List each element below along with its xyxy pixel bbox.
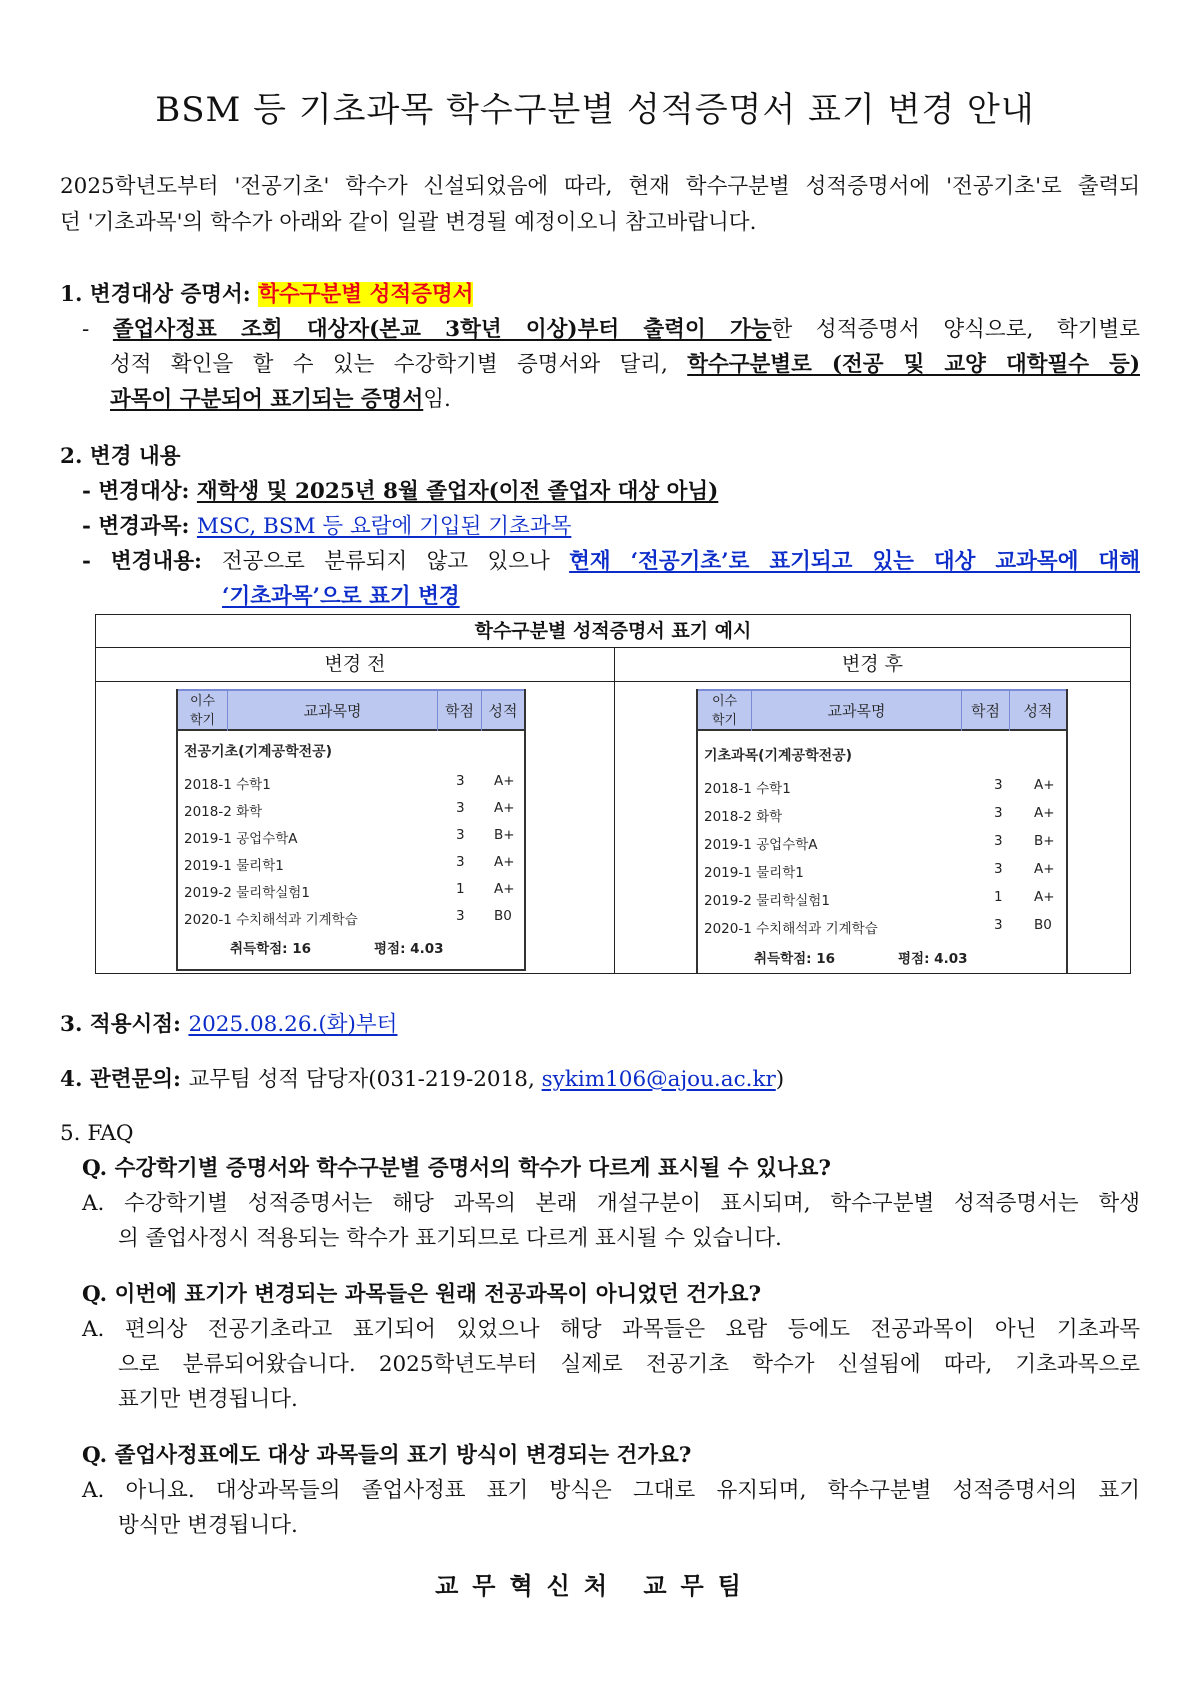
section2-item-label: - 변경과목: <box>82 514 197 539</box>
section2-courses-link[interactable]: MSC, BSM 등 요람에 기입된 기초과목 <box>196 514 572 539</box>
section1-line3-rest: 임. <box>423 387 451 412</box>
contact-email-link[interactable]: sykim106@ajou.ac.kr <box>541 1067 776 1092</box>
section1-line3-underlined: 과목이 구분되어 표기되는 증명서 <box>110 387 424 412</box>
table-header <box>698 689 1066 731</box>
section1-line-3 <box>110 383 1140 417</box>
transcript-table-after <box>696 689 1068 973</box>
table-row: 2019-1 공업수학A 3 B+ <box>704 833 1055 853</box>
section2-item-target <box>82 475 1162 509</box>
section3-heading: 3. 적용시점: <box>60 1012 189 1037</box>
section2-item-label: - 변경내용: <box>82 549 222 574</box>
signature: 교무혁신처 교무팀 <box>435 1571 755 1600</box>
earned-credits: 취득학점: 16 <box>754 951 836 967</box>
table-row: 2019-2 물리학실험1 1 A+ <box>704 889 1055 909</box>
section2-item-label: - 변경대상: <box>82 479 197 504</box>
header-term: 이수 학기 <box>178 691 228 731</box>
faq-answer-line: A. 수강학기별 성적증명서는 해당 과목의 본래 개설구분이 표시되며, 학수구분별 성적증명서는 학생 <box>82 1191 1140 1216</box>
table-row: 2018-2 화학 3 A+ <box>184 800 515 820</box>
example-divider <box>614 647 615 973</box>
table-row: 2020-1 수치해석과 기계학습 3 B0 <box>184 908 512 928</box>
table-row: 2018-1 수학1 3 A+ <box>704 777 1055 797</box>
section2-item-value: 재학생 및 2025년 8월 졸업자(이전 졸업자 대상 아님) <box>196 479 719 504</box>
header-term: 이수 학기 <box>698 691 752 731</box>
header-grade: 성적 <box>488 702 518 720</box>
section1-line-2 <box>110 348 1140 382</box>
faq-answer-line: A. 아니요. 대상과목들의 졸업사정표 표기 방식은 그대로 유지되며, 학수구분별 성적증명서의 표기 <box>82 1478 1140 1503</box>
section1-line2-underlined: 학수구분별로 (전공 및 교양 대학필수 등) <box>687 352 1140 377</box>
section4-close: ) <box>775 1067 785 1092</box>
section2-content-plain: 전공으로 분류되지 않고 있으나 <box>221 549 570 574</box>
faq-answer-line: 표기만 변경됩니다. <box>118 1387 298 1412</box>
header-course: 교과목명 <box>228 691 438 731</box>
intro-line-2: 던 '기초과목'의 학수가 아래와 같이 일괄 변경될 예정이오니 참고바랍니다. <box>60 210 757 235</box>
section2-content-link-2[interactable]: ‘기초과목’으로 표기 변경 <box>222 584 460 609</box>
table-row: 2019-2 물리학실험1 1 A+ <box>184 881 515 901</box>
section4-contact: 교무팀 성적 담당자(031-219-2018, <box>188 1067 542 1092</box>
faq-answer-line: 의 졸업사정시 적용되는 학수가 표기되므로 다르게 표시될 수 있습니다. <box>118 1226 782 1251</box>
section3-date[interactable]: 2025.08.26.(화)부터 <box>188 1012 398 1037</box>
faq-answer-line: 방식만 변경됩니다. <box>118 1513 298 1538</box>
header-grade: 성적 <box>1023 702 1053 720</box>
section4 <box>60 1063 1140 1097</box>
example-caption: 학수구분별 성적증명서 표기 예시 <box>96 615 1130 648</box>
section4-heading: 4. 관련문의: <box>60 1067 189 1092</box>
example-box <box>95 614 1131 974</box>
table-row: 2019-1 공업수학A 3 B+ <box>184 827 515 847</box>
section1-line1-rest: 한 성적증명서 양식으로, 학기별로 <box>771 317 1140 342</box>
example-before-label: 변경 전 <box>96 647 614 682</box>
section1-line-1 <box>82 313 1140 347</box>
section1-heading-label: 1. 변경대상 증명서: <box>60 282 259 307</box>
section1-line1-underlined: 졸업사정표 조회 대상자(본교 3학년 이상)부터 출력이 가능 <box>112 317 772 342</box>
faq-question: Q. 이번에 표기가 변경되는 과목들은 원래 전공과목이 아니었던 건가요? <box>82 1282 762 1307</box>
gpa: 평점: 4.03 <box>374 941 444 957</box>
table-row: 2020-1 수치해석과 기계학습 3 B0 <box>704 917 1052 937</box>
section3 <box>60 1008 1140 1042</box>
section1-heading <box>60 278 1140 312</box>
page-title: BSM 등 기초과목 학수구분별 성적증명서 표기 변경 안내 <box>155 90 1035 130</box>
section2-item-content-line2 <box>222 580 1140 614</box>
gpa: 평점: 4.03 <box>898 951 968 967</box>
intro-line-1: 2025학년도부터 '전공기초' 학수가 신설되었음에 따라, 현재 학수구분별 성적증명서에 '전공기초'로 출력되 <box>60 174 1140 199</box>
table-row: 2018-1 수학1 3 A+ <box>184 773 515 793</box>
group-label: 전공기초(기계공학전공) <box>184 744 333 760</box>
section1-dash: - <box>82 317 113 342</box>
faq-question: Q. 졸업사정표에도 대상 과목들의 표기 방식이 변경되는 건가요? <box>82 1443 692 1468</box>
table-row: 2018-2 화학 3 A+ <box>704 805 1055 825</box>
table-row: 2019-1 물리학1 3 A+ <box>704 861 1055 881</box>
section2-item-courses <box>82 510 1162 544</box>
header-credit: 학점 <box>438 691 482 731</box>
section1-target: 학수구분별 성적증명서 <box>258 282 474 307</box>
section5-heading: 5. FAQ <box>60 1121 134 1146</box>
section2-heading: 2. 변경 내용 <box>60 444 181 469</box>
earned-credits: 취득학점: 16 <box>230 941 312 957</box>
table-header <box>178 689 524 731</box>
section2-item-content <box>82 545 1140 579</box>
faq-question: Q. 수강학기별 증명서와 학수구분별 증명서의 학수가 다르게 표시될 수 있나요? <box>82 1156 831 1181</box>
group-label: 기초과목(기계공학전공) <box>704 748 853 764</box>
example-after-label: 변경 후 <box>615 647 1130 682</box>
faq-answer-line: 으로 분류되어왔습니다. 2025학년도부터 실제로 전공기초 학수가 신설됨에 따라, 기초과목으로 <box>118 1352 1140 1377</box>
header-credit: 학점 <box>962 691 1010 731</box>
section2-content-link-1[interactable]: 현재 ‘전공기초’로 표기되고 있는 대상 교과목에 대해 <box>569 549 1140 574</box>
section1-line2-plain: 성적 확인을 할 수 있는 수강학기별 증명서와 달리, <box>110 352 688 377</box>
table-row: 2019-1 물리학1 3 A+ <box>184 854 515 874</box>
transcript-table-before <box>176 689 526 971</box>
header-course: 교과목명 <box>752 691 962 731</box>
faq-answer-line: A. 편의상 전공기초라고 표기되어 있었으나 해당 과목들은 요람 등에도 전공과목이 아닌 기초과목 <box>82 1317 1140 1342</box>
